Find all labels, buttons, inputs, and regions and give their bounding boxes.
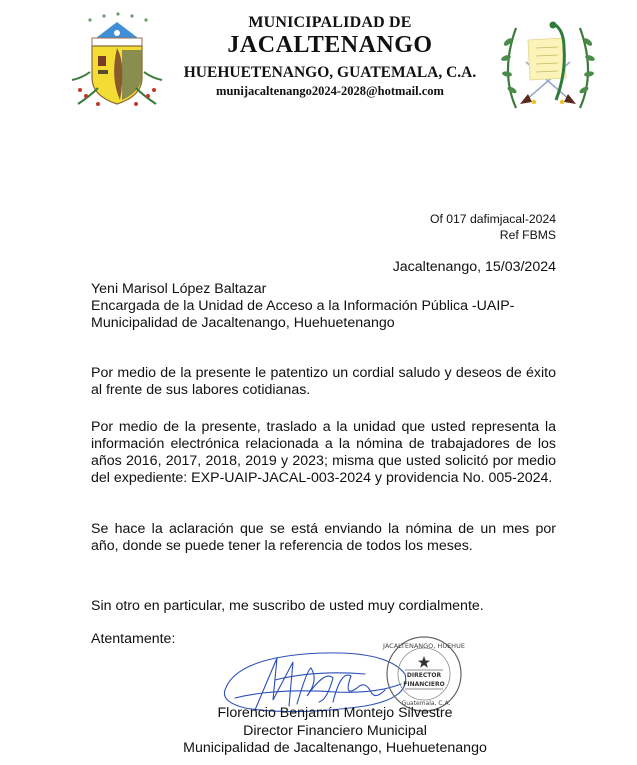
office-number: Of 017 dafimjacal-2024 xyxy=(429,212,556,226)
signatory-name: Florencio Benjamín Montejo Silvestre xyxy=(217,705,453,721)
body-paragraph-transfer: Por medio de la presente, traslado a la unidad que usted representa la información electrónica relacionada a la nómina de trabajadores de los años 2016, 2017, 2018, 2019 y 2023; misma que usted solicitó por medio del expediente: EXP-UAIP-JACAL-003-2024 y providencia No. 005-2024. xyxy=(91,419,556,486)
letterhead-line-1: MUNICIPALIDAD DE xyxy=(248,14,412,31)
recipient-block xyxy=(91,281,515,332)
letterhead-location: HUEHUETENANGO, GUATEMALA, C.A. xyxy=(183,64,477,81)
seal-bottom-text: Guatemala, C.A. xyxy=(401,700,451,707)
seal-center-line-2: FINANCIERO xyxy=(403,681,445,688)
reference-block xyxy=(430,212,556,243)
body-paragraph-farewell: Sin otro en particular, me suscribo de usted muy cordialmente. xyxy=(91,598,484,614)
star-icon xyxy=(418,656,430,668)
director-financiero-seal xyxy=(381,634,467,714)
signatory-organization: Municipalidad de Jacaltenango, Huehuetenango xyxy=(183,740,487,756)
recipient-organization: Municipalidad de Jacaltenango, Huehuetenango xyxy=(91,315,395,331)
recipient-title: Encargada de la Unidad de Acceso a la Información Pública -UAIP- xyxy=(91,298,515,314)
seal-center-line-1: DIRECTOR xyxy=(406,672,442,679)
municipal-coat-of-arms-icon xyxy=(68,8,166,110)
seal-top-text: JACALTENANGO, HUEHUE xyxy=(383,642,465,650)
closing-salutation: Atentamente: xyxy=(91,631,176,647)
signatory-position: Director Financiero Municipal xyxy=(243,722,427,739)
place-and-date: Jacaltenango, 15/03/2024 xyxy=(392,259,556,275)
body-paragraph-clarification: Se hace la aclaración que se está enviando la nómina de un mes por año, donde se puede tener la referencia de todos los meses. xyxy=(91,521,556,554)
body-paragraph-greeting: Por medio de la presente le patentizo un cordial saludo y deseos de éxito al frente de sus labores cotidianas. xyxy=(91,365,556,398)
reference-initials: Ref FBMS xyxy=(499,227,556,242)
letterhead-email: munijacaltenango2024-2028@hotmail.com xyxy=(216,84,444,98)
signatory-block xyxy=(150,705,520,758)
guatemala-coat-of-arms-icon xyxy=(498,12,598,116)
recipient-name: Yeni Marisol López Baltazar xyxy=(91,281,267,297)
letterhead-municipality-name: JACALTENANGO xyxy=(227,32,433,58)
